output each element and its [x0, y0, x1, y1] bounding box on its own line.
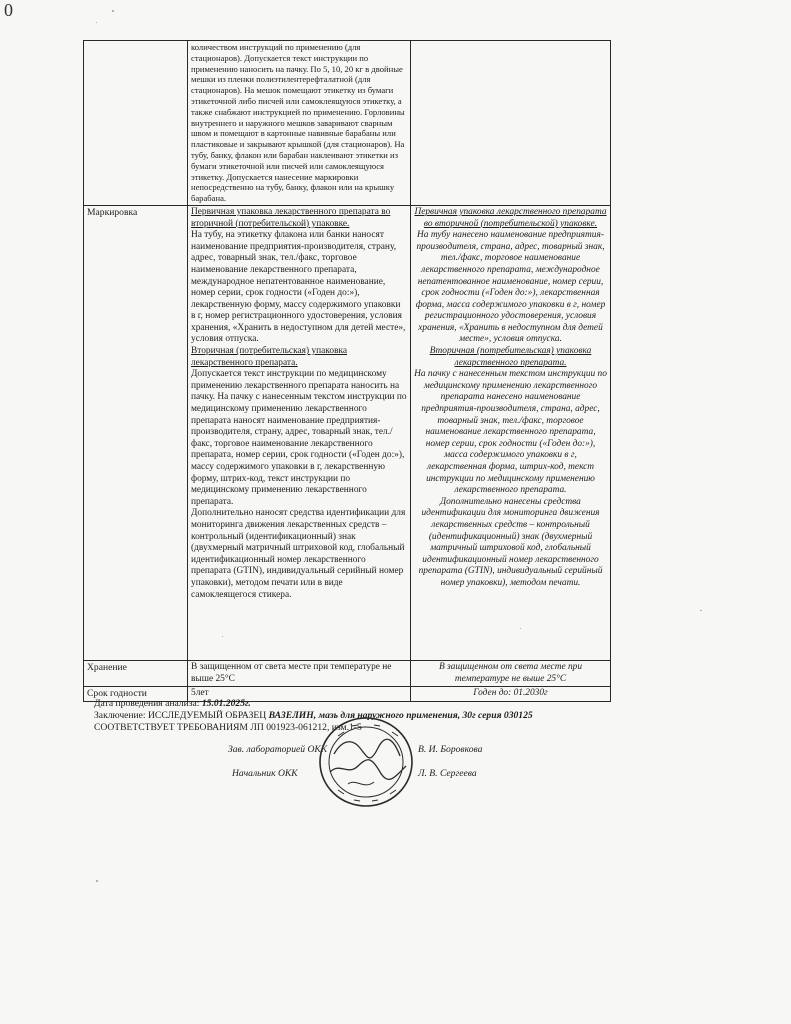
head-okk-title: Начальник ОКК	[232, 768, 298, 779]
req-secondary-text: Допускается текст инструкции по медицинскому применению лекарственного препарата наносить на пачку. На пачку с нанесенным текстом инструкции по медицинскому применению лекарственного препарата наносят наименование предприятия-производителя, страну, адрес, товарный знак, тел./факс, торговое наименование лекарственного препарата, номер серии, срок годности («Годен до:»), массу содержимого упаковки в г, лекарственную форму, штрих-код, текст инструкции по медицинскому применению лекарственного препарата.	[191, 369, 407, 507]
packaging-label-cell	[84, 41, 188, 206]
conclusion-prefix: Заключение: ИССЛЕДУЕМЫЙ ОБРАЗЕЦ	[94, 709, 269, 721]
res-extra-text: Дополнительно нанесены средства идентификации для мониторинга движения лекарственных средств – контрольный (идентификационный) знак (двухмерный матричный штриховой код, глобальный идентификационный номер лекарственного препарата (GTIN), индивидуальный серийный номер упаковки), методом печати.	[418, 496, 603, 588]
req-primary-title: Первичная упаковка лекарственного препарата во вторичной (потребительской) упаковке.	[191, 206, 391, 229]
scan-speck	[96, 22, 97, 23]
table-row-packaging	[84, 41, 611, 206]
analysis-date-label: Дата проведения анализа:	[94, 698, 202, 709]
conclusion-line-2: СООТВЕТСТВУЕТ ТРЕБОВАНИЯМ ЛП 001923-061212, изм.1-5	[94, 721, 362, 733]
req-secondary-title: Вторичная (потребительская) упаковка лекарственного препарата.	[191, 346, 348, 368]
head-okk-name: Л. В. Сергеева	[418, 768, 477, 779]
storage-label: Хранение	[87, 661, 127, 673]
specification-table	[83, 40, 611, 702]
storage-result: В защищенном от света месте при температуре не выше 25°С	[438, 661, 583, 684]
packaging-requirement-text: количеством инструкций по применению (для стационаров). Допускается текст инструкции по применению наносить на пачку. По 5, 10, 20 кг в двойные мешки из пленки полиэтилентерефталатной (для стационаров). На мешок помещают этикетку из бумаги этикеточной либо писчей или самоклеящуюся этикетку, а также снабжают инструкцией по применению. Горловины внутреннего и наружного мешков заваривают сварным швом и помещают в картонные навивные барабаны или пластиковые и закрывают крышкой (для стационаров). На тубу, банку, флакон или барабан наклеивают этикетки из бумаги этикеточной или писчей или самоклеящуюся этикетку. Допускается нанесение маркировки непосредственно на тубу, банку, флакон или на крышку барабана.	[191, 42, 405, 204]
shelf-life-requirement: 5лет	[191, 688, 209, 699]
product-name: ВАЗЕЛИН	[268, 709, 314, 721]
analysis-date-line	[94, 698, 614, 710]
res-primary-title: Первичная упаковка лекарственного препарата во вторичной (потребительской) упаковке.	[414, 206, 607, 229]
packaging-requirement-cell	[188, 41, 411, 206]
analysis-date-value: 15.01.2025г.	[201, 698, 251, 709]
storage-requirement-cell	[188, 660, 411, 686]
round-stamp-with-signatures	[308, 714, 428, 810]
res-primary-text: На тубу нанесено наименование предприятия-производителя, страна, адрес, товарный знак, тел./факс, торговое наименование лекарственного препарата, международное непатентованное наименование, номер серии, срок годности («Годен до:»), лекарственная форма, масса содержимого упаковки в г, номер регистрационного удостоверения, условия хранения, «Хранить в недоступном для детей месте», условия отпуска.	[415, 230, 606, 345]
table-row-marking	[84, 205, 611, 660]
marking-label-cell	[84, 205, 188, 660]
scan-speck	[700, 610, 702, 611]
table-row-storage	[84, 660, 611, 686]
head-lab-title: Зав. лабораторией ОКК	[228, 744, 328, 755]
storage-label-cell	[84, 660, 188, 686]
marking-result-cell	[411, 205, 611, 660]
shelf-life-result: Годен до: 01.2030г	[473, 688, 548, 699]
req-primary-text: На тубу, на этикетку флакона или банки наносят наименование предприятия-производителя, страну, адрес, товарный знак, тел./факс, торговое наименование лекарственного препарата, международное непатентованное наименование, номер серии, срок годности («Годен до:»), лекарственную форму, массу содержимого упаковки в г, номер регистрационного удостоверения, условия хранения, «Хранить в недоступном для детей месте», условия отпуска.	[191, 230, 406, 345]
marking-label: Маркировка	[87, 206, 138, 218]
req-extra-text: Дополнительно наносят средства идентификации для мониторинга движения лекарственных средств – контрольный (идентификационный) знак (двухмерный матричный штриховой код, глобальный идентификационный номер лекарственного препарата (GTIN), индивидуальный серийный номер упаковки), методом печати или в виде самоклеящегося стикера.	[191, 508, 406, 600]
scan-speck	[112, 10, 114, 12]
head-lab-name: В. И. Боровкова	[418, 744, 483, 755]
marking-requirement-cell	[188, 205, 411, 660]
packaging-result-cell	[411, 41, 611, 206]
res-secondary-text: На пачку с нанесенным текстом инструкции по медицинскому применению лекарственного препарата нанесено наименование предприятия-производителя, страна, адрес, товарный знак, тел./факс, торговое наименование лекарственного препарата, номер серии, срок годности («Годен до:»), масса содержимого упаковки в г, лекарственная форма, штрих-код, текст инструкции по медицинскому применению лекарственного препарата.	[414, 369, 607, 496]
shelf-life-label: Срок годности	[87, 688, 147, 700]
storage-result-cell	[411, 660, 611, 686]
corner-handwritten-mark: 0	[4, 0, 13, 20]
res-secondary-title: Вторичная (потребительская) упаковка лекарственного препарата.	[429, 346, 592, 368]
storage-requirement: В защищенном от света месте при температуре не выше 25°С	[191, 661, 392, 684]
conclusion-suffix: , мазь для наружного применения, 30г серия 030125	[313, 709, 533, 721]
scan-speck	[96, 880, 98, 882]
